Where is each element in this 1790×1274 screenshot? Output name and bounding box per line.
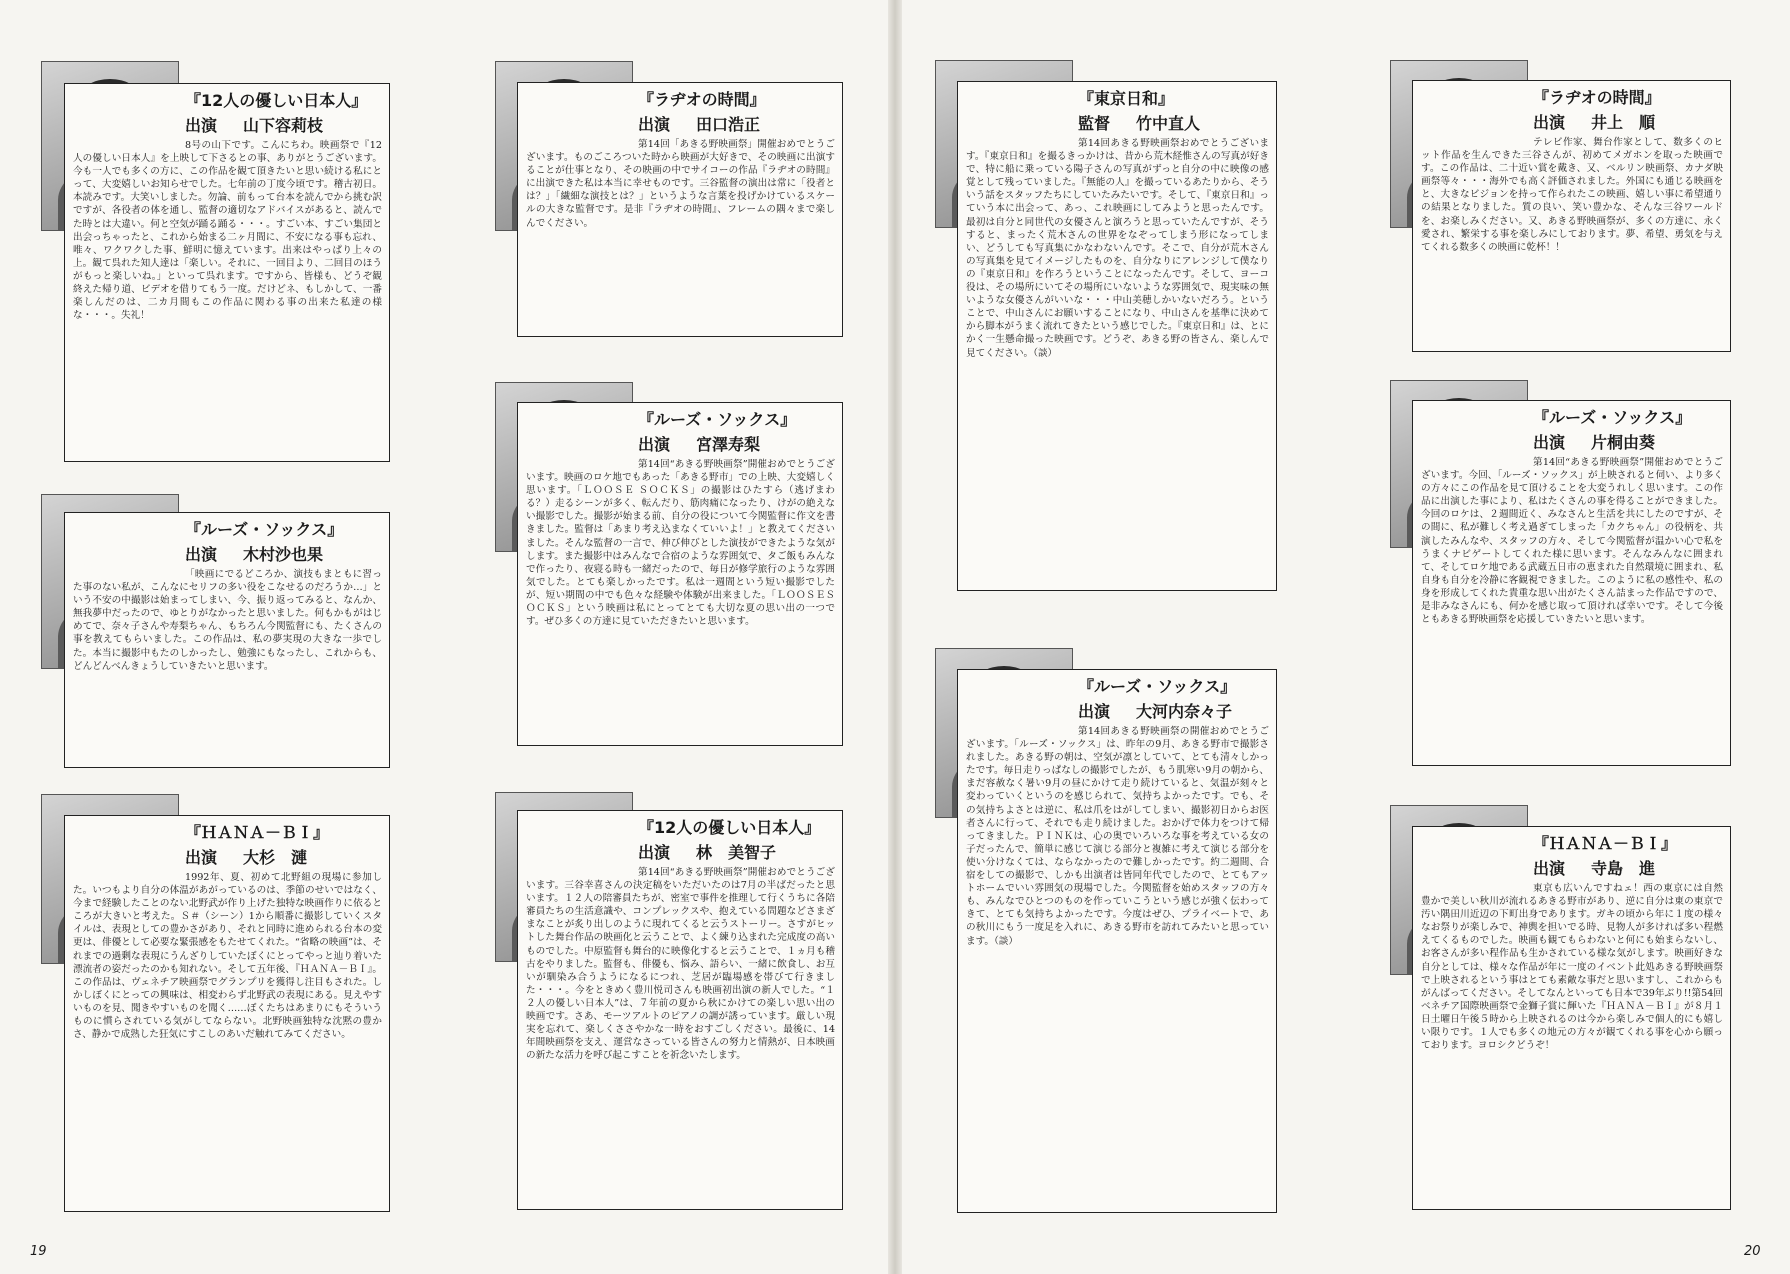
comment-text: 8号の山下です。こんにちわ。映画祭で『12人の優しい日本人』を上映して下さるとの事、ありがとうございます。今も一人でも多くの方に、この作品を観て頂きたいと思い続ける私にとって、大変嬉しいお知らせでした。七年前の丁度今頃です。稽古初日。本読みです。大笑いしました。勿論、前もって台本を読んでから挑む訳ですが、各役者の体を通し、監督の適切なアドバイスがあると、読んでた時とは大違い。何と空気が踊る踊る・・・。すごい本、すごい集団と出会っちゃったと、これから始まる二ヶ月間に、不安になる事も忘れ、唯々、ワクワクした事、鮮明に憶えています。出来はやっぱり上々の上。観て呉れた知人達は「楽しい。それに、一回目より、二回目のほうがもっと楽しいね。」といって呉れます。ですから、皆様も、どうぞ観終えた帰り道、ビデオを借りてもう一度。だけどネ、もしかして、一番楽しんだのは、二カ月間もこの作品に関わる事の出来た私達の様な・・・。失礼！ bbox=[73, 140, 382, 322]
film-title: 『ラヂオの時間』 bbox=[1533, 88, 1661, 107]
role-label: 出演 bbox=[1533, 859, 1566, 878]
profile-box bbox=[517, 402, 843, 746]
comment-text: 第14回“あきる野映画祭”開催おめでとうございます。三谷幸喜さんの決定稿をいただいたのは7月の半ばだったと思います。１２人の陪審員たちが、密室で事件を推理して行くうちに各陪審員たちの生活意識や、コンプレックスや、抱えている問題などさまざまなことが炙り出しのように現れてくると云うストーリー。さすがヒットした舞台作品の映画化と云うことで、よく練り込まれた完成度の高いものでした。中原監督も舞台的に映像化すると云うことで、１ヵ月も稽古をやりました。監督も、俳優も、悩み、語らい、一緒に飲食し、お互いが馴染み合うようになるにつれ、芝居が臨場感を帯びて行きました・・・。今をときめく豊川悦司さんも映画初出演の新人でした。“１２人の優しい日本人”は、７年前の夏から秋にかけての楽しい思い出の映画です。さあ、モーツアルトのピアノの調が誘っています。厳しい現実を忘れて、楽しくささやかな一時をおすごしください。最後に、14年間映画祭を支え、運営なさっている皆さんの努力と情熱が、日本映画の新たな活力を呼び起こすことを祈念いたします。 bbox=[526, 867, 835, 1062]
profile-box bbox=[957, 81, 1277, 591]
role-label: 出演 bbox=[1533, 433, 1566, 452]
person-name: 井上 順 bbox=[1591, 113, 1656, 132]
person-name: 林 美智子 bbox=[696, 843, 777, 862]
credit-line bbox=[638, 434, 835, 456]
comment-text: 第14回“あきる野映画祭”開催おめでとうございます。映画のロケ地でもあった「あきる野市」での上映、大変嬉しく思います。「ＬＯＯＳＥ ＳＯＣＫＳ」の撮影はひたすら（逃げまわる？）走るシーンが多く、転んだり、筋肉痛になったり、けがの絶えない撮影でした。撮影が始まる前、自分の役について今関監督に作文を書きました。監督は「あまり考え込まなくていいよ！」と教えてくださいました。そんな監督の一言で、伸び伸びとした演技ができたような気がします。また撮影中はみんなで合宿のような雰囲気で、タご飯もみんなで作ったり、夜寝る時も一緒だったので、毎日が修学旅行のような雰囲気でした。とても楽しかったです。私は一週間という短い撮影でしたが、短い期間の中でも色々な経験や体験が出来ました。「ＬＯＯＳＥＳＯＣＫＳ」という映画は私にとってとても大切な夏の思い出の一つです。ぜひ多くの方達に見ていただきたいと思います。 bbox=[526, 459, 835, 628]
credit-line bbox=[1533, 112, 1723, 134]
person-name: 山下容莉枝 bbox=[243, 116, 324, 135]
credit-line bbox=[638, 114, 835, 136]
credit-line bbox=[1533, 432, 1723, 454]
comment-text: 東京も広いんですねェ！西の東京には自然豊かで美しい秋川が流れるあきる野市があり、逆に自分は東の東京で汚い隅田川近辺の下町出身であります。ガキの頃から年に１度の様々なお祭りが楽しみで、神輿を担いでる時、見物人が多ければ多い程燃えてくるものでした。映画も観てもらわないと何にも始まらないし、お客さんが多い程作品も生かされている様な気がします。映画好きな自分としては、様々な作品が年に一度のイベント此処あきる野映画祭で上映されるという事はとても素敵な事だと思いますし、これからもがんばってください。そしてなんといっても日本で39年ぶり!!第54回ベネチア国際映画祭で金獅子賞に輝いた『ＨＡＮＡ－ＢＩ』が８月１日土曜日午後５時から上映されるのは今から楽しみで個人的にも嬉しい限りです。１人でも多くの地元の方々が観てくれる事を心から願っております。ヨロシクどうぞ！ bbox=[1421, 883, 1723, 1052]
credit-line bbox=[638, 842, 835, 864]
credit-line bbox=[185, 847, 382, 869]
person-name: 大杉 漣 bbox=[243, 848, 308, 867]
comment-text: 第14回「あきる野映画祭」開催おめでとうございます。ものごころついた時から映画が大好きで、その映画に出演することが仕事となり、その映画の中でサイコーの作品『ラヂオの時間』に出演できた私は本当に幸せものです。三谷監督の演出は常に「役者とは？」「繊細な演技とは？」というような言葉を投げかけているスケールの大きな監督です。是非『ラヂオの時間』、フレームの隅々まで楽しんでください。 bbox=[526, 139, 835, 229]
page-number-right: 20 bbox=[1744, 1244, 1761, 1259]
profile-box bbox=[517, 82, 843, 337]
person-name: 田口浩正 bbox=[696, 115, 761, 134]
role-label: 出演 bbox=[185, 545, 218, 564]
film-title: 『ルーズ・ソックス』 bbox=[1078, 677, 1237, 696]
film-title: 『東京日和』 bbox=[1078, 89, 1175, 108]
person-name: 大河内奈々子 bbox=[1136, 702, 1233, 721]
credit-line bbox=[1078, 113, 1269, 135]
person-name: 寺島 進 bbox=[1591, 859, 1656, 878]
person-name: 宮澤寿梨 bbox=[696, 435, 761, 454]
film-title: 『ルーズ・ソックス』 bbox=[185, 520, 344, 539]
credit-line bbox=[185, 115, 382, 137]
profile-box bbox=[1412, 826, 1731, 1210]
comment-text: 第14回“あきる野映画祭”開催おめでとうございます。今回、「ルーズ・ソックス」が上映されると伺い、より多くの方々にこの作品を見て頂けることを大変うれしく思います。この作品に出演した事により、私はたくさんの事を得ることができました。今回のロケは、２週間近く、みなさんと生活を共にしたのですが、その間に、私が難しく考え過ぎてしまった「カクちゃん」の役柄を、共演したみんなや、スタッフの方々、そして今関監督が温かい心で私をうまくナビゲートしてくれた様に思います。そんなみんなに囲まれて、そしてロケ地である武蔵五日市の恵まれた自然環境に囲まれ、私自身も自分を冷静に客観視できました。このように私の感性や、私の身を形成してくれた貴重な思い出がたくさん詰まった作品ですので、是非みなさんにも、何かを感じ取って頂ければ幸いです。そして今後ともあきる野映画祭を応援していきたいと思います。 bbox=[1421, 457, 1723, 626]
comment-text: 第14回あきる野映画祭おめでとうございます。『東京日和』を撮るきっかけは、昔から荒木経惟さんの写真が好きで、特に船に乗っている陽子さんの写真がずっと自分の中に映像の感覚として残っていました。『無能の人』を撮っているあたりから、そういう話をスタッフたちにしていたみたいです。そして、『東京日和』っていう本に出会って、あっ、これ映画にしてみようと思ったんです。最初は自分と同世代の女優さんと演ろうと思っていたんですが、そうすると、まったく荒木さんの世界をなぞってしまう形になってしまい、どうしても写真集にかなわないんです。そこで、自分が荒木さんの写真集を見てイメージしたものを、自分なりにアレンジして僕なりの『東京日和』を作ろうということになったんです。そして、ヨーコ役は、その場所にいてその場所にいないような雰囲気で、現実味の無いような女優さんがいいな・・・中山美穂しかいないだろう。ということで、中山さんにお願いすることになり、中山さんを基準に決めてから脚本がうまく流れてきたという感じでした。『東京日和』は、とにかく一生懸命撮った映画です。どうぞ、あきる野の皆さん、楽しんで見てください。（談） bbox=[966, 138, 1269, 359]
film-title: 『ルーズ・ソックス』 bbox=[1533, 408, 1692, 427]
role-label: 出演 bbox=[1533, 113, 1566, 132]
profile-box bbox=[64, 83, 390, 462]
role-label: 出演 bbox=[1078, 702, 1111, 721]
profile-box bbox=[1412, 400, 1731, 766]
film-title: 『ＨＡＮＡ－ＢＩ』 bbox=[185, 823, 330, 842]
film-title: 『ラヂオの時間』 bbox=[638, 90, 766, 109]
credit-line bbox=[185, 544, 382, 566]
film-title: 『ルーズ・ソックス』 bbox=[638, 410, 797, 429]
role-label: 出演 bbox=[638, 115, 671, 134]
profile-box bbox=[957, 669, 1277, 1213]
role-label: 出演 bbox=[638, 843, 671, 862]
person-name: 竹中直人 bbox=[1136, 114, 1201, 133]
page-number-left: 19 bbox=[30, 1244, 47, 1259]
film-title: 『ＨＡＮＡ－ＢＩ』 bbox=[1533, 834, 1678, 853]
profile-box bbox=[64, 512, 390, 768]
role-label: 出演 bbox=[185, 116, 218, 135]
comment-text: テレビ作家、舞台作家として、数多くのヒット作品を生んできた三谷さんが、初めてメガホンを取った映画です。この作品は、二十近い賞を戴き、又、ベルリン映画祭、カナダ映画祭等々・・・海外でも高く評価されました。外国にも通じる映画をと、大きなビジョンを持って作られたこの映画、嬉しい事に希望通りの結果となりました。質の良い、笑い豊かな、そんな三谷ワールドを、お楽しみください。又、あきる野映画祭が、多くの方達に、永く愛され、繁栄する事を楽しみにしております。夢、希望、勇気を与えてくれる数多くの映画に乾杯！！ bbox=[1421, 137, 1723, 253]
role-label: 出演 bbox=[638, 435, 671, 454]
film-title: 『12人の優しい日本人』 bbox=[638, 818, 821, 837]
profile-box bbox=[517, 810, 843, 1210]
credit-line bbox=[1078, 701, 1269, 723]
profile-box bbox=[1412, 80, 1731, 352]
comment-text: 「映画にでるどころか、演技もまともに習った事のない私が、こんなにセリフの多い役をこなせるのだろうか…」という不安の中撮影は始まってしまい、今、振り返ってみると、なんか、無我夢中だったので、ゆとりがなかったと思いました。何もかもがはじめてで、奈々子さんや寿梨ちゃん、もちろん今関監督にも、たくさんの事を教えてもらいました。この作品は、私の夢実現の大きな一歩でした。本当に撮影中もたのしかったし、勉強にもなったし、これからも、どんどんべんきょうしていきたいと思います。 bbox=[73, 569, 382, 672]
profile-box bbox=[64, 815, 390, 1212]
film-title: 『12人の優しい日本人』 bbox=[185, 91, 368, 110]
role-label: 出演 bbox=[185, 848, 218, 867]
credit-line bbox=[1533, 858, 1723, 880]
person-name: 木村沙也果 bbox=[243, 545, 324, 564]
comment-text: 1992年、夏、初めて北野組の現場に参加した。いつもより自分の体温があがっているのは、季節のせいではなく、今まで経験したことのない北野武が作り上げた独特な映画作りに依るところが大きいと考えた。Ｓ＃（シーン）1から順番に撮影していくスタイルは、表現としての豊かさがあり、それと同時に進められる台本の変更は、俳優として必要な緊張感をもたせてくれた。“省略の映画”は、それまでの過剰な表現にうんざりしていたぼくにとってやっと辿り着いた漂流者の姿だったのかも知れない。そして五年後、『ＨＡＮＡ－ＢＩ』。この作品は、ヴェネチア映画祭でグランプリを獲得し注目もされた。しかしぼくにとっての興味は、相変わらず北野武の表現にある。見えやすいものを見、聞きやすいものを聞く……ぼくたちはあまりにもそういうものに慣らされている気がしてならない。北野映画独特な沈黙の豊かさ、静かで成熟した狂気にすこしのあいだ触れてみてください。 bbox=[73, 872, 382, 1041]
person-name: 片桐由葵 bbox=[1591, 433, 1656, 452]
spine-gutter bbox=[888, 0, 902, 1274]
role-label: 監督 bbox=[1078, 114, 1111, 133]
comment-text: 第14回あきる野映画祭の開催おめでとうございます。「ルーズ・ソックス」は、昨年の9月、あきる野市で撮影されました。あきる野の朝は、空気が凛としていて、とても清々しかったです。毎日走りっぱなしの撮影でしたが、もう肌寒い9月の朝から、まだ容赦なく暑い9月の昼にかけて走り続けていると、気温が刻々と変わっていくというのを感じられて、気持ちよかったです。でも、その気持ちよさとは逆に、私は爪をはがしてしまい、撮影初日からお医者さんに行って、それでも走り続けました。おかげで体力をつけて帰ってきました。ＰＩＮＫは、心の奥でいろいろな事を考えている女の子だったんで、簡単に感じて演じる部分と複雑に考えて演じる部分を使い分けなくては、ならなかったので難しかったです。約二週間、合宿をしての撮影で、しかも出演者は皆同年代でしたので、とてもアットホームでいい雰囲気の現場でした。今関監督を始めスタッフの方々も、みんなでひとつのものを作っていこうという感じが強く伝わってきて、とても気持ちよかったです。今度はぜひ、プライベートで、あの秋川にもう一度足を入れに、あきる野市を訪れてみたいと思っています。（談） bbox=[966, 726, 1269, 947]
